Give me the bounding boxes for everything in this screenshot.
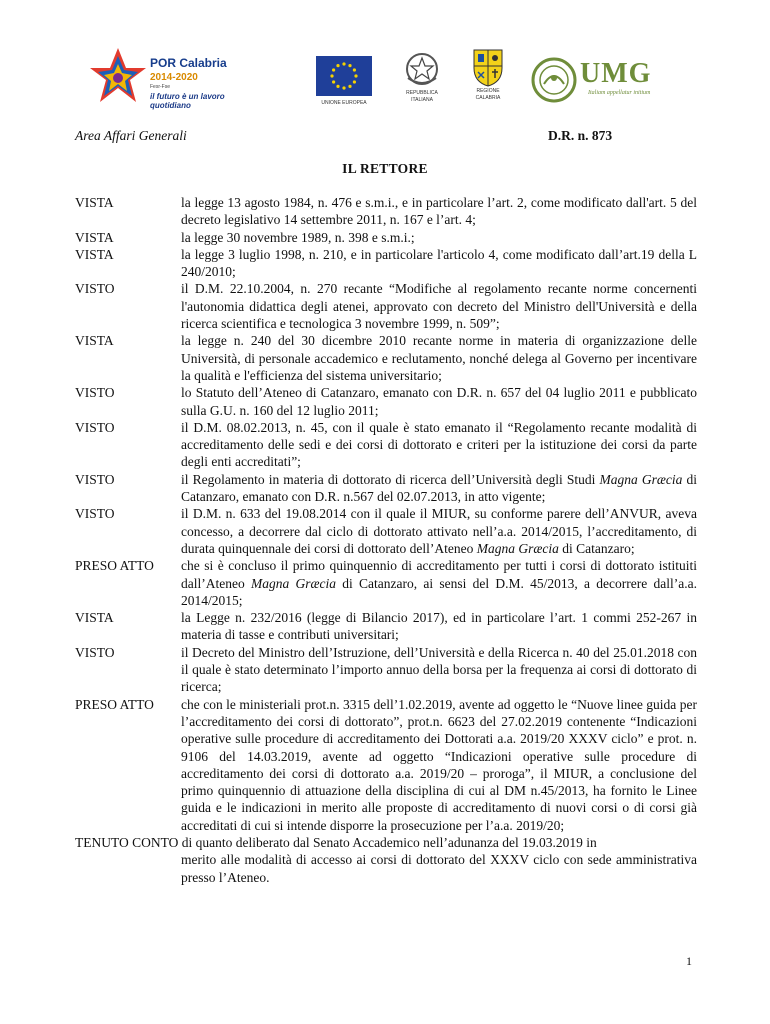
recital-label: VISTA xyxy=(75,610,114,626)
eu-caption: UNIONE EUROPEA xyxy=(321,100,367,106)
recital xyxy=(75,280,697,332)
recital-label: VISTA xyxy=(75,246,114,262)
document-heading: IL RETTORE xyxy=(342,161,428,176)
recital-italic-name: Magna Græcia xyxy=(250,575,336,591)
italian-emblem-icon xyxy=(402,50,442,88)
por-calabria-logo xyxy=(88,46,248,110)
umg-wordmark: UMG xyxy=(580,58,652,89)
recital-text-part: che si è concluso il primo quinquennio di accreditamento per tutti i corsi di dottorato istituiti dall’Ateneo xyxy=(181,558,697,591)
repubblica-caption-1: REPUBBLICA xyxy=(406,90,438,96)
recital-italic-name: Magna Græcia xyxy=(476,540,559,556)
recital xyxy=(75,246,697,281)
calabria-shield-icon xyxy=(468,44,508,88)
por-star-icon xyxy=(88,46,148,110)
recital-label: TENUTO CONTO xyxy=(75,834,179,850)
recital-text xyxy=(181,557,697,609)
recital-label: VISTO xyxy=(75,281,115,297)
umg-motto: Italiam appellatur initium xyxy=(588,90,651,96)
recital-tenuto-conto xyxy=(75,834,697,886)
recital xyxy=(75,229,697,246)
recital-text: che con le ministeriali prot.n. 3315 dell’1.02.2019, avente ad oggetto le “Nuove linee guida per l’accreditamento dei corsi di dottorato”, prot.n. 6623 del 27.02.2019 contenente “Indicazioni operative sulle procedure di accreditamento dei Dottorati a.a. 2019/20 XXXV ciclo” e prot. n. 9106 del 14.03.2019, avente ad oggetto “Indicazioni operative sulle procedure di accreditamento dei corsi di dottorato a.a. 2019/20 – proroga”, il MIUR, a conclusione del primo quinquennio di attuazione della disciplina di cui al DM n.45/2013, ha fornito le Linee guida e le indicazioni in merito alle proposte di accreditamento di nuovi corsi o di corsi già accreditati di cui si intende disporre la prosecuzione per l’a.a. 2019/20; xyxy=(181,696,697,833)
por-fund: Fesr-Fse xyxy=(150,84,170,90)
recital-text-part: il Regolamento in materia di dottorato di ricerca dell’Università degli Studi xyxy=(181,471,600,487)
recital-text: il Decreto del Ministro dell’Istruzione, dell’Università e della Ricerca n. 40 del 25.01.2018 con il quale è stato determinato l’importo annuo della borsa per la frequenza ai corsi di dottorato di ricerca; xyxy=(181,644,697,695)
recital-text-continued: merito alle modalità di accesso ai corsi di dottorato del XXXV ciclo con sede amministrativa presso l’Ateneo. xyxy=(181,852,697,885)
recital-text-part: di Catanzaro, ai sensi del D.M. 45/2013, a decorrere dall’a.a. 2014/2015; xyxy=(181,575,697,608)
recital-text xyxy=(181,505,697,557)
eu-flag-icon xyxy=(316,56,372,96)
repubblica-caption-2: ITALIANA xyxy=(411,97,433,103)
umg-seal-icon xyxy=(530,54,578,106)
recital xyxy=(75,419,697,471)
recital xyxy=(75,644,697,696)
recital-text: il D.M. 22.10.2004, n. 270 recante “Modifiche al regolamento recante norme concernenti l'autonomia didattica degli atenei, approvato con decreto del Ministro dell'Università e della ricerca scientifica e tecnologica 3 novembre 1999, n. 509”; xyxy=(181,281,697,332)
repubblica-emblem xyxy=(402,50,442,103)
recital-text: la legge 3 luglio 1998, n. 210, e in particolare l'articolo 4, come modificato dall’art.19 della L 240/2010; xyxy=(181,246,697,280)
recital-text xyxy=(75,834,697,851)
recital-text xyxy=(181,471,697,506)
eu-flag-logo xyxy=(316,56,372,106)
recital-text: la legge n. 240 del 30 dicembre 2010 recante norme in materia di organizzazione delle Università, di personale accademico e reclutamento, nonché delega al Governo per incentivare la qualità e l'efficienza del sistema universitario; xyxy=(181,333,697,383)
recital-label: VISTO xyxy=(75,644,115,660)
recital-label: VISTO xyxy=(75,506,115,522)
recital-label: VISTA xyxy=(75,229,114,245)
recital-label: VISTA xyxy=(75,195,114,210)
decree-number: D.R. n. 873 xyxy=(548,128,613,143)
recital-italic-name: Magna Græcia xyxy=(599,471,683,487)
umg-university-logo xyxy=(530,54,660,110)
regione-caption-1: REGIONE xyxy=(476,88,500,94)
office-name: Area Affari Generali xyxy=(75,128,187,143)
recital xyxy=(75,384,697,419)
recital xyxy=(75,471,697,506)
recital-text-part: di Catanzaro; xyxy=(558,540,635,556)
recital-label: VISTA xyxy=(75,333,114,349)
recital xyxy=(75,609,697,644)
recital-text: la legge 30 novembre 1989, n. 398 e s.m.i.; xyxy=(181,229,415,245)
page-number: 1 xyxy=(686,954,692,968)
recital-first-line: di quanto deliberato dal Senato Accademico nell’adunanza del 19.03.2019 in xyxy=(181,834,597,850)
recital-label: PRESO ATTO xyxy=(75,696,154,712)
recital-label: VISTO xyxy=(75,419,115,435)
recital-text: il D.M. 08.02.2013, n. 45, con il quale è stato emanato il “Regolamento recante modalità di accreditamento delle sedi e dei corsi di dottorato e criteri per la istituzione dei corsi da parte degli enti accreditati”; xyxy=(181,419,697,470)
logo-header xyxy=(0,40,770,120)
recital-label: PRESO ATTO xyxy=(75,558,154,574)
recital-text-part: il D.M. n. 633 del 19.08.2014 con il quale il MIUR, su conforme parere dell’ANVUR, aveva concesso, a decorrere dal ciclo di dottorato attivato nell’a.a. 2014/2015, l’accreditamento, di durata quinquennale dei corsi di dottorato dell’Ateneo xyxy=(181,506,697,556)
recital-text: lo Statuto dell’Ateneo di Catanzaro, emanato con D.R. n. 657 del 04 luglio 2011 e pubblicato sulla G.U. n. 160 del 12 luglio 2011; xyxy=(181,385,697,418)
recital-label: VISTO xyxy=(75,385,115,401)
recital-label: VISTO xyxy=(75,471,115,487)
por-years: 2014-2020 xyxy=(150,72,198,83)
recital xyxy=(75,332,697,384)
por-title: POR Calabria xyxy=(150,56,227,70)
recital-text: la Legge n. 232/2016 (legge di Bilancio 2017), ed in particolare l’art. 1 commi 252-267 in materia di tasse e contributi universitari; xyxy=(181,610,697,643)
recital xyxy=(75,557,697,609)
recital xyxy=(75,505,697,557)
recital-text-part: di Catanzaro, emanato con D.R. n.567 del 02.07.2013, in atto vigente; xyxy=(181,471,697,505)
recital xyxy=(75,696,697,834)
por-slogan: il futuro è un lavoro quotidiano xyxy=(150,92,225,110)
regione-calabria-emblem xyxy=(468,44,508,100)
regione-caption-2: CALABRIA xyxy=(475,95,501,101)
recital xyxy=(75,194,697,229)
recitals-list xyxy=(75,194,697,886)
recital-text: la legge 13 agosto 1984, n. 476 e s.m.i., e in particolare l’art. 2, come modificato dall'art. 5 del decreto legislativo 14 settembre 2011, n. 167 e l’art. 4; xyxy=(181,195,697,228)
